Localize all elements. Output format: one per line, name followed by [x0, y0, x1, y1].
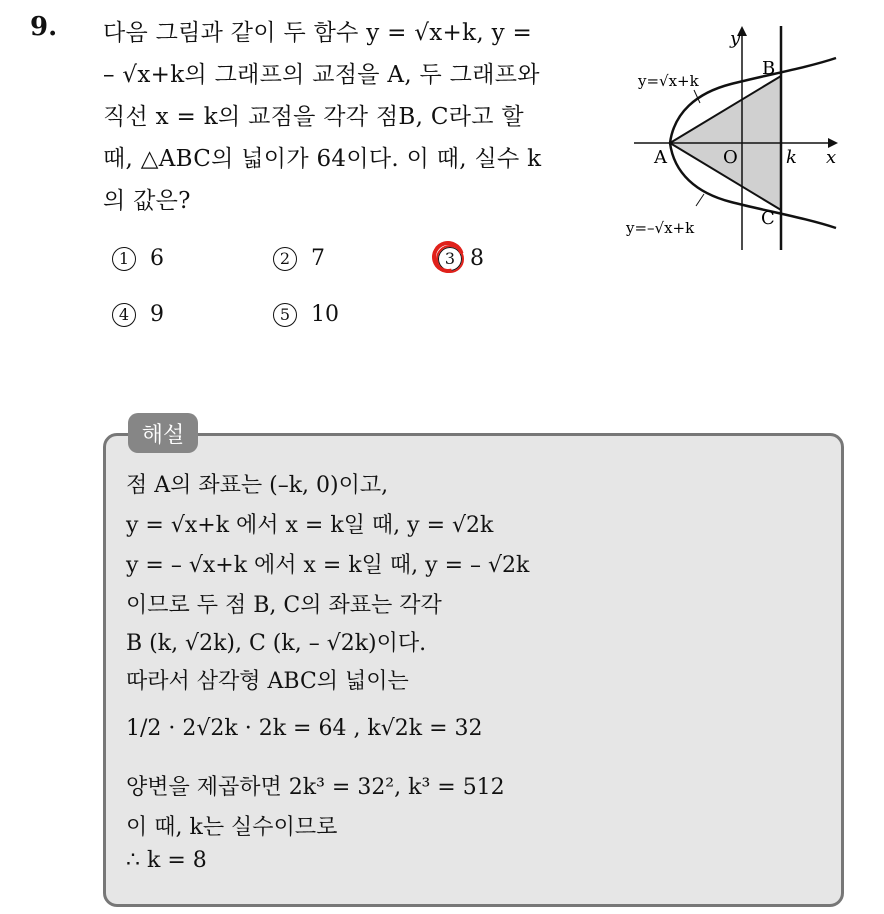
choice-value: 9 [150, 302, 164, 327]
upper-curve-label: y=√x+k [638, 72, 699, 90]
choice-value: 7 [311, 246, 325, 271]
solution-line: y = √x+k 에서 x = k일 때, y = √2k [126, 513, 494, 538]
choice-number: 2 [273, 247, 297, 271]
question-line: 직선 x = k의 교점을 각각 점B, C라고 할 [103, 104, 524, 130]
choice-4[interactable] [112, 302, 164, 327]
choice-number [438, 247, 462, 271]
solution-line: 이므로 두 점 B, C의 좌표는 각각 [126, 593, 442, 618]
choice-value: 10 [311, 302, 339, 327]
solution-line: y = – √x+k 에서 x = k일 때, y = – √2k [126, 553, 530, 578]
question-number: 9. [30, 12, 58, 42]
origin-label: O [723, 147, 738, 168]
solution-tag: 해설 [128, 413, 198, 453]
choice-1[interactable] [112, 246, 164, 271]
lower-label-pointer [696, 194, 704, 206]
point-a-label: A [654, 147, 667, 168]
choice-number: 5 [273, 303, 297, 327]
choice-value: 6 [150, 246, 164, 271]
lower-curve-label: y=–√x+k [626, 219, 695, 237]
function-graph [616, 18, 846, 258]
point-b-label: B [762, 58, 776, 79]
solution-line: 1/2 · 2√2k · 2k = 64 , k√2k = 32 [126, 716, 483, 741]
question-text [103, 12, 598, 222]
choice-number-text: 3 [444, 249, 456, 268]
k-label: k [786, 147, 797, 168]
y-axis-label: y [730, 28, 741, 49]
choice-2[interactable] [273, 246, 325, 271]
point-c-label: C [761, 208, 775, 229]
x-axis-label: x [826, 147, 837, 168]
choice-5[interactable] [273, 302, 339, 327]
solution-line: ∴ k = 8 [126, 848, 207, 873]
solution-line: B (k, √2k), C (k, – √2k)이다. [126, 631, 427, 656]
choice-number: 4 [112, 303, 136, 327]
solution-line: 따라서 삼각형 ABC의 넓이는 [126, 669, 409, 694]
choice-3[interactable] [438, 246, 484, 271]
question-line: – √x+k의 그래프의 교점을 A, 두 그래프와 [103, 62, 540, 88]
solution-line: 양변을 제곱하면 2k³ = 32², k³ = 512 [126, 775, 505, 800]
question-line: 때, △ABC의 넓이가 64이다. 이 때, 실수 k [103, 146, 542, 172]
selection-ring-inner-icon [436, 245, 464, 273]
choice-value: 8 [470, 246, 484, 271]
question-line: 의 값은? [103, 188, 191, 214]
solution-line: 점 A의 좌표는 (–k, 0)이고, [126, 473, 389, 498]
question-line: 다음 그림과 같이 두 함수 y = √x+k, y = [103, 20, 533, 46]
solution-line: 이 때, k는 실수이므로 [126, 815, 338, 840]
choice-number: 1 [112, 247, 136, 271]
